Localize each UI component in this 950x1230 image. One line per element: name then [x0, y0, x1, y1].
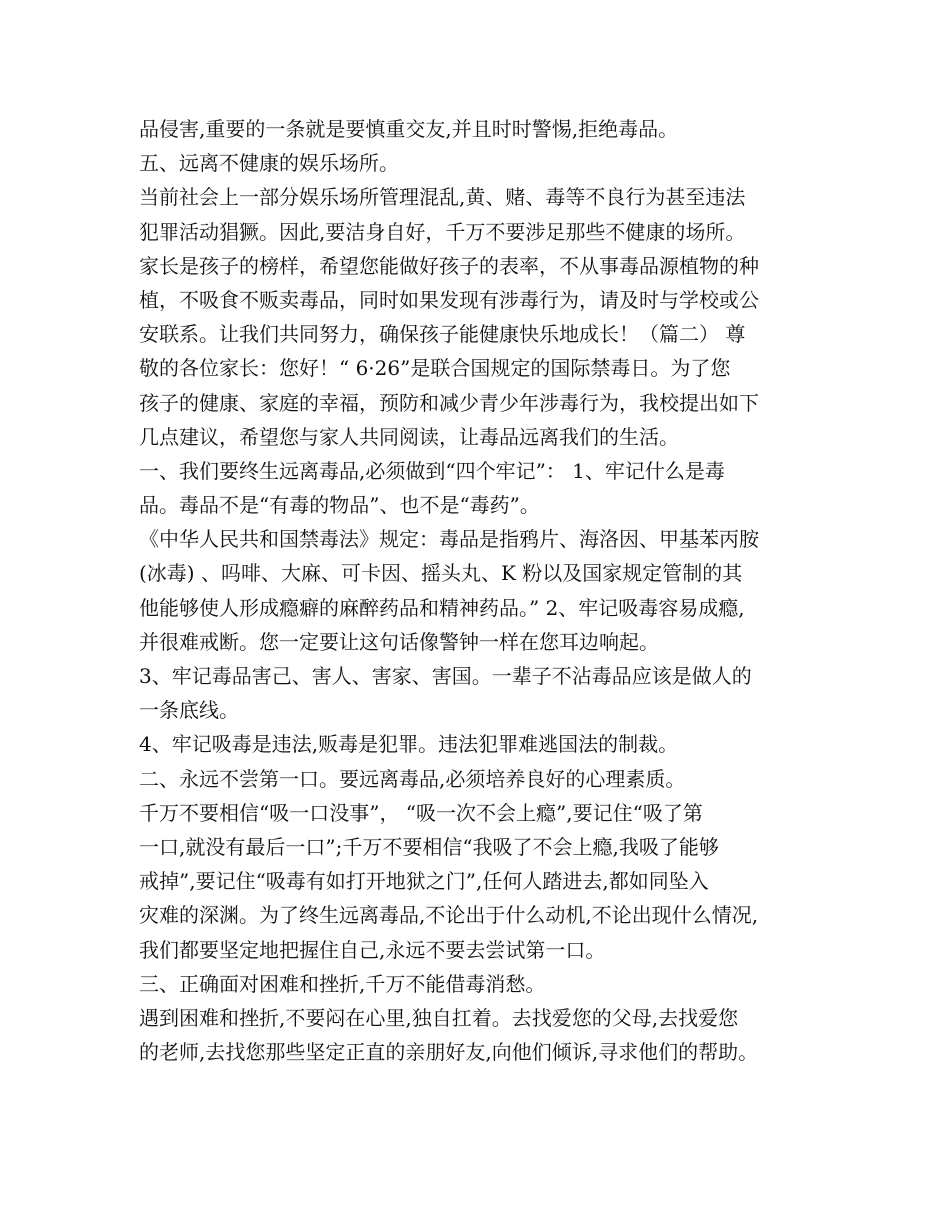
text-line: 他能够使人形成瘾癖的麻醉药品和精神药品。” 2、牢记吸毒容易成瘾,: [139, 595, 745, 620]
text-line: 3、牢记毒品害己、害人、害家、害国。一辈子不沾毒品应该是做人的: [139, 664, 752, 688]
text-line: 家长是孩子的榜样，希望您能做好孩子的表率，不从事毒品源植物的种: [139, 253, 759, 278]
text-line: 当前社会上一部分娱乐场所管理混乱,黄、赌、毒等不良行为甚至违法: [139, 185, 746, 210]
text-line: 品侵害,重要的一条就是要慎重交友,并且时时警惕,拒绝毒品。: [139, 117, 679, 141]
text-line: 植，不吸食不贩卖毒品，同时如果发现有涉毒行为，请及时与学校或公: [139, 287, 759, 312]
text-line: 灾难的深渊。为了终生远离毒品,不论出于什么动机,不论出现什么情况,: [139, 903, 759, 928]
text-line: 一条底线。: [139, 698, 239, 723]
text-line: 安联系。让我们共同努力，确保孩子能健康快乐地成长！（篇二） 尊: [139, 322, 746, 347]
text-line: 《中华人民共和国禁毒法》规定：毒品是指鸦片、海洛因、甲基苯丙胺: [139, 527, 759, 552]
body-text: [139, 112, 829, 1069]
section-heading: 二、永远不尝第一口。要远离毒品,必须培养良好的心理素质。: [139, 766, 686, 791]
text-line: 一口,就没有最后一口”;千万不要相信“我吸了不会上瘾,我吸了能够: [139, 834, 719, 859]
text-line: 戒掉”,要记住“吸毒有如打开地狱之门”,任何人踏进去,都如同坠入: [139, 869, 709, 894]
text-line: 千万不要相信“吸一口没事”， “吸一次不会上瘾”,要记住“吸了第: [139, 800, 703, 825]
section-heading: 三、正确面对困难和挫折,千万不能借毒消愁。: [139, 971, 546, 996]
section-heading: 一、我们要终生远离毒品,必须做到“四个牢记”： 1、牢记什么是毒: [139, 458, 725, 483]
text-line: 品。毒品不是“有毒的物品”、也不是“毒药”。: [139, 493, 540, 518]
text-line: (冰毒) 、吗啡、大麻、可卡因、摇头丸、K 粉以及国家规定管制的其: [139, 561, 743, 586]
text-line: 犯罪活动猖獗。因此,要洁身自好，千万不要涉足那些不健康的场所。: [139, 219, 746, 244]
text-line: 孩子的健康、家庭的幸福，预防和减少青少年涉毒行为，我校提出如下: [139, 390, 759, 415]
text-line: 几点建议，希望您与家人共同阅读，让毒品远离我们的生活。: [139, 424, 679, 449]
text-line: 4、牢记吸毒是违法,贩毒是犯罪。违法犯罪难逃国法的制裁。: [139, 732, 679, 757]
text-line: 敬的各位家长：您好！“ 6·26”是联合国规定的国际禁毒日。为了您: [139, 356, 731, 381]
text-line: 的老师,去找您那些坚定正直的亲朋好友,向他们倾诉,寻求他们的帮助。: [139, 1040, 759, 1065]
text-line: 并很难戒断。您一定要让这句话像警钟一样在您耳边响起。: [139, 629, 659, 654]
text-line: 我们都要坚定地把握住自己,永远不要去尝试第一口。: [139, 937, 606, 962]
text-line: 遇到困难和挫折,不要闷在心里,独自扛着。去找爱您的父母,去找爱您: [139, 1005, 739, 1030]
section-heading: 五、远离不健康的娱乐场所。: [139, 151, 399, 176]
